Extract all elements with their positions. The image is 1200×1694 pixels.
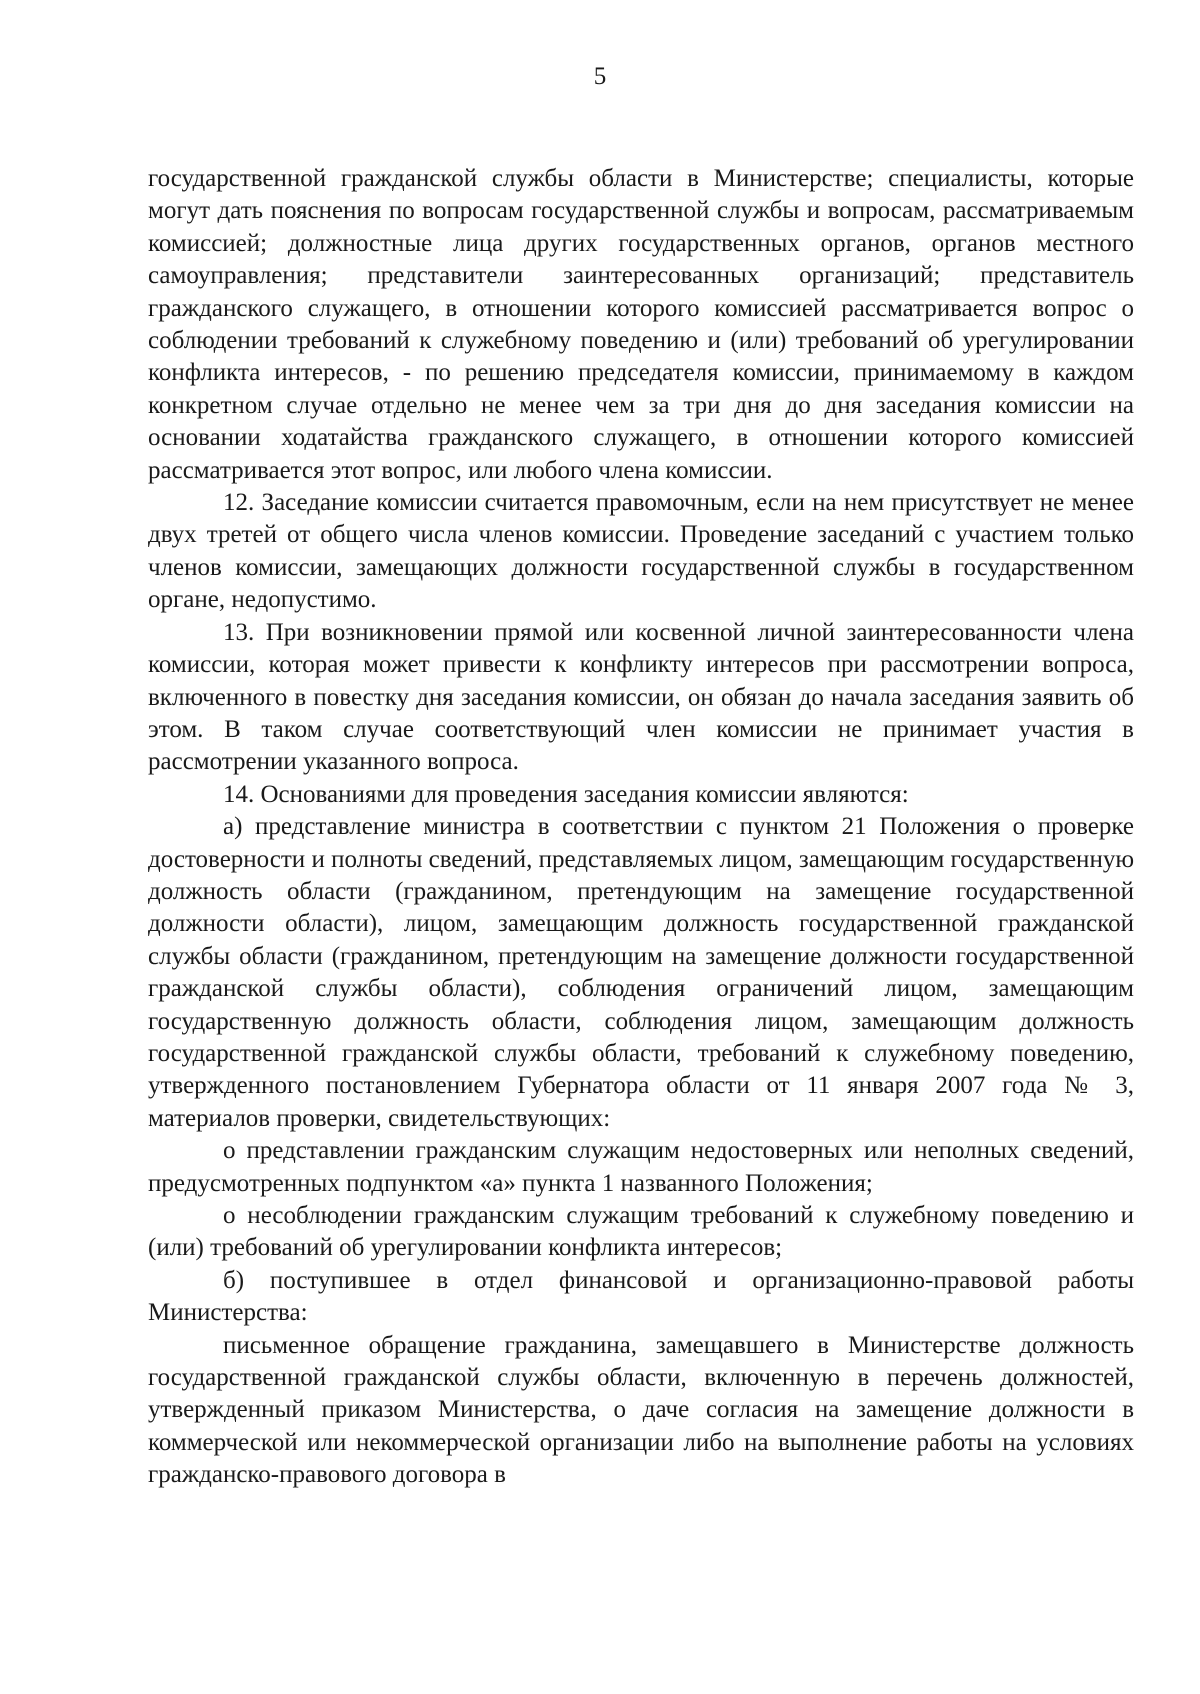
subparagraph-a: а) представление министра в соответствии с пунктом 21 Положения о проверке достоверности и полноты сведений, представляемых лицом, замещающим государственную должность области (гражданином, претендующим на замещение государственной должности области), лицом, замещающим должность государственной гражданской службы области (гражданином, претендующим на замещение должности государственной гражданской службы области), соблюдения ограничений лицом, замещающим государственную должность области, соблюдения лицом, замещающим должность государственной гражданской службы области, требований к служебному поведению, утвержденного постановлением Губернатора области от 11 января 2007 года № 3, материалов проверки, свидетельствующих: xyxy=(148,813,1134,1132)
paragraph-12: 12. Заседание комиссии считается правомочным, если на нем присутствует не менее двух третей от общего числа членов комиссии. Проведение заседаний с участием только членов комиссии, замещающих должности государственной службы в государственном органе, недопустимо. xyxy=(148,489,1134,614)
subparagraph-a-item-2: о несоблюдении гражданским служащим требований к служебному поведению и (или) требований об урегулировании конфликта интересов; xyxy=(148,1202,1134,1262)
paragraph-13: 13. При возникновении прямой или косвенной личной заинтересованности члена комиссии, которая может привести к конфликту интересов при рассмотрении вопроса, включенного в повестку дня заседания комиссии, он обязан до начала заседания заявить об этом. В таком случае соответствующий член комиссии не принимает участия в рассмотрении указанного вопроса. xyxy=(148,618,1134,776)
subparagraph-a-item-1: о представлении гражданским служащим недостоверных или неполных сведений, предусмотренных подпунктом «а» пункта 1 названного Положения; xyxy=(148,1137,1134,1197)
page-number: 5 xyxy=(593,63,607,90)
document-body xyxy=(148,163,1134,1492)
paragraph-14: 14. Основаниями для проведения заседания комиссии являются: xyxy=(223,780,909,808)
paragraph-11-continuation: государственной гражданской службы области в Министерстве; специалисты, которые могут дать пояснения по вопросам государственной службы и вопросам, рассматриваемым комиссией; должностные лица других государственных органов, органов местного самоуправления; представители заинтересованных организаций; представитель гражданского служащего, в отношении которого комиссией рассматривается вопрос о соблюдении требований к служебному поведению и (или) требований об урегулировании конфликта интересов, - по решению председателя комиссии, принимаемому в каждом конкретном случае отдельно не менее чем за три дня до дня заседания комиссии на основании ходатайства гражданского служащего, в отношении которого комиссией рассматривается этот вопрос, или любого члена комиссии. xyxy=(148,165,1134,484)
subparagraph-b-item-1: письменное обращение гражданина, замещавшего в Министерстве должность государственной гражданской службы области, включенную в перечень должностей, утвержденный приказом Министерства, о даче согласия на замещение должности в коммерческой или некоммерческой организации либо на выполнение работы на условиях гражданско-правового договора в xyxy=(148,1331,1134,1489)
subparagraph-b: б) поступившее в отдел финансовой и организационно-правовой работы Министерства: xyxy=(148,1266,1134,1327)
